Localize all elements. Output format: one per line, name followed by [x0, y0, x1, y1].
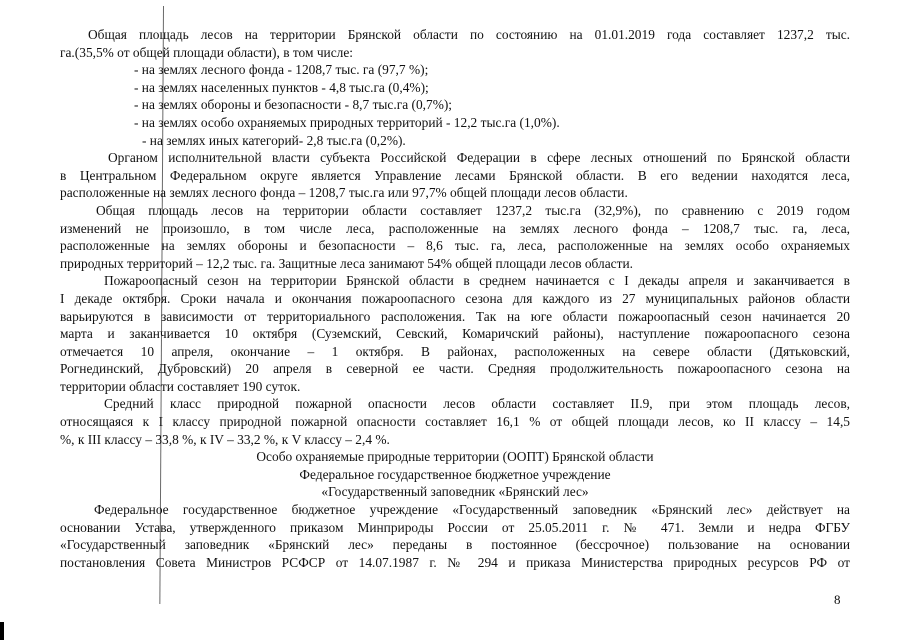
- paragraph-line: природных территорий – 12,2 тыс. га. Защитные леса занимают 54% общей площади лесов области.: [60, 255, 633, 271]
- paragraph-line: га.(35,5% от общей площади области), в том числе:: [60, 44, 354, 60]
- section-heading: «Государственный заповедник «Брянский лес»: [321, 484, 589, 500]
- page-number: 8: [834, 592, 841, 607]
- paragraph-line: Средний класс природной пожарной опасности лесов области составляет II.9, при этом площадь лесов,: [104, 396, 850, 412]
- section-heading: Федеральное государственное бюджетное учреждение: [299, 466, 611, 482]
- paragraph-line: Пожароопасный сезон на территории Брянской области в среднем начинается с I декады апреля и заканчивается в: [104, 273, 850, 289]
- paragraph-line: территории области составляет 190 суток.: [60, 378, 301, 394]
- list-item: - на землях обороны и безопасности - 8,7 тыс.га (0,7%);: [134, 97, 453, 113]
- paragraph-line: Федеральное государственное бюджетное учреждение «Государственный заповедник «Брянский лес» действует на: [94, 502, 850, 518]
- paragraph-line: относящаяся к I классу природной пожарной опасности составляет 16,1 % от общей площади лесов, ко II классу – 14,5: [60, 414, 850, 430]
- paragraph-line: Общая площадь лесов на территории Брянской области по состоянию на 01.01.2019 года составляет 1237,2 тыс.: [88, 27, 850, 42]
- paragraph-line: изменений не произошло, в том числе леса, расположенные на землях лесного фонда – 1208,7 тыс. га, леса,: [60, 220, 850, 236]
- paragraph-line: Общая площадь лесов на территории области составляет 1237,2 тыс.га (32,9%), по сравнению с 2019 годом: [96, 202, 850, 218]
- scan-edge-mark: [0, 622, 4, 640]
- paragraph-line: расположенные на землях обороны и безопасности – 8,6 тыс. га, леса, расположенные на землях особо охраняемых: [60, 238, 850, 254]
- list-item: - на землях населенных пунктов - 4,8 тыс.га (0,4%);: [134, 79, 429, 95]
- list-item: - на землях иных категорий- 2,8 тыс.га (0,2%).: [142, 132, 406, 148]
- paragraph-line: Рогнединский, Дубровский) 20 апреля в северной ее части. Средняя продолжительность пожароопасного сезона на: [60, 361, 850, 377]
- list-item: - на землях особо охраняемых природных территорий - 12,2 тыс.га (1,0%).: [134, 114, 560, 130]
- section-heading: Особо охраняемые природные территории (ООПТ) Брянской области: [256, 449, 654, 465]
- document-body: [60, 26, 850, 571]
- paragraph-line: основании Устава, утвержденного приказом Минприроды России от 25.05.2011 г. № 471. Земли и недра ФГБУ: [60, 519, 850, 535]
- paragraph-line: варьируются в зависимости от территориального расположения. Так на юге области пожароопасный сезон начинается 20: [60, 308, 850, 324]
- paragraph-line: постановления Совета Министров РСФСР от 14.07.1987 г. № 294 и приказа Министерства природных ресурсов РФ от: [60, 554, 850, 570]
- paragraph-line: Органом исполнительной власти субъекта Российской Федерации в сфере лесных отношений по Брянской области: [108, 150, 850, 166]
- paragraph-line: расположенные на землях лесного фонда – 1208,7 тыс.га или 97,7% общей площади лесов области.: [60, 185, 628, 201]
- paragraph-line: марта и заканчивается 10 октября (Суземский, Севский, Комаричский районы), наступление пожароопасного сезона: [60, 326, 850, 342]
- paragraph-line: I декаде октября. Сроки начала и окончания пожароопасного сезона для каждого из 27 муниципальных районов области: [60, 290, 850, 306]
- paragraph-line: «Государственный заповедник «Брянский лес» переданы в постоянное (бессрочное) пользование на основании: [60, 537, 850, 553]
- paragraph-line: отмечается 10 апреля, окончание – 1 октября. В районах, расположенных на севере области (Дятьковский,: [60, 343, 850, 359]
- paragraph-line: %, к III классу – 33,8 %, к IV – 33,2 %, к V классу – 2,4 %.: [60, 431, 390, 447]
- paragraph-line: в Центральном Федеральном округе является Управление лесами Брянской области. В его ведении находятся леса,: [60, 167, 850, 183]
- list-item: - на землях лесного фонда - 1208,7 тыс. га (97,7 %);: [134, 62, 429, 78]
